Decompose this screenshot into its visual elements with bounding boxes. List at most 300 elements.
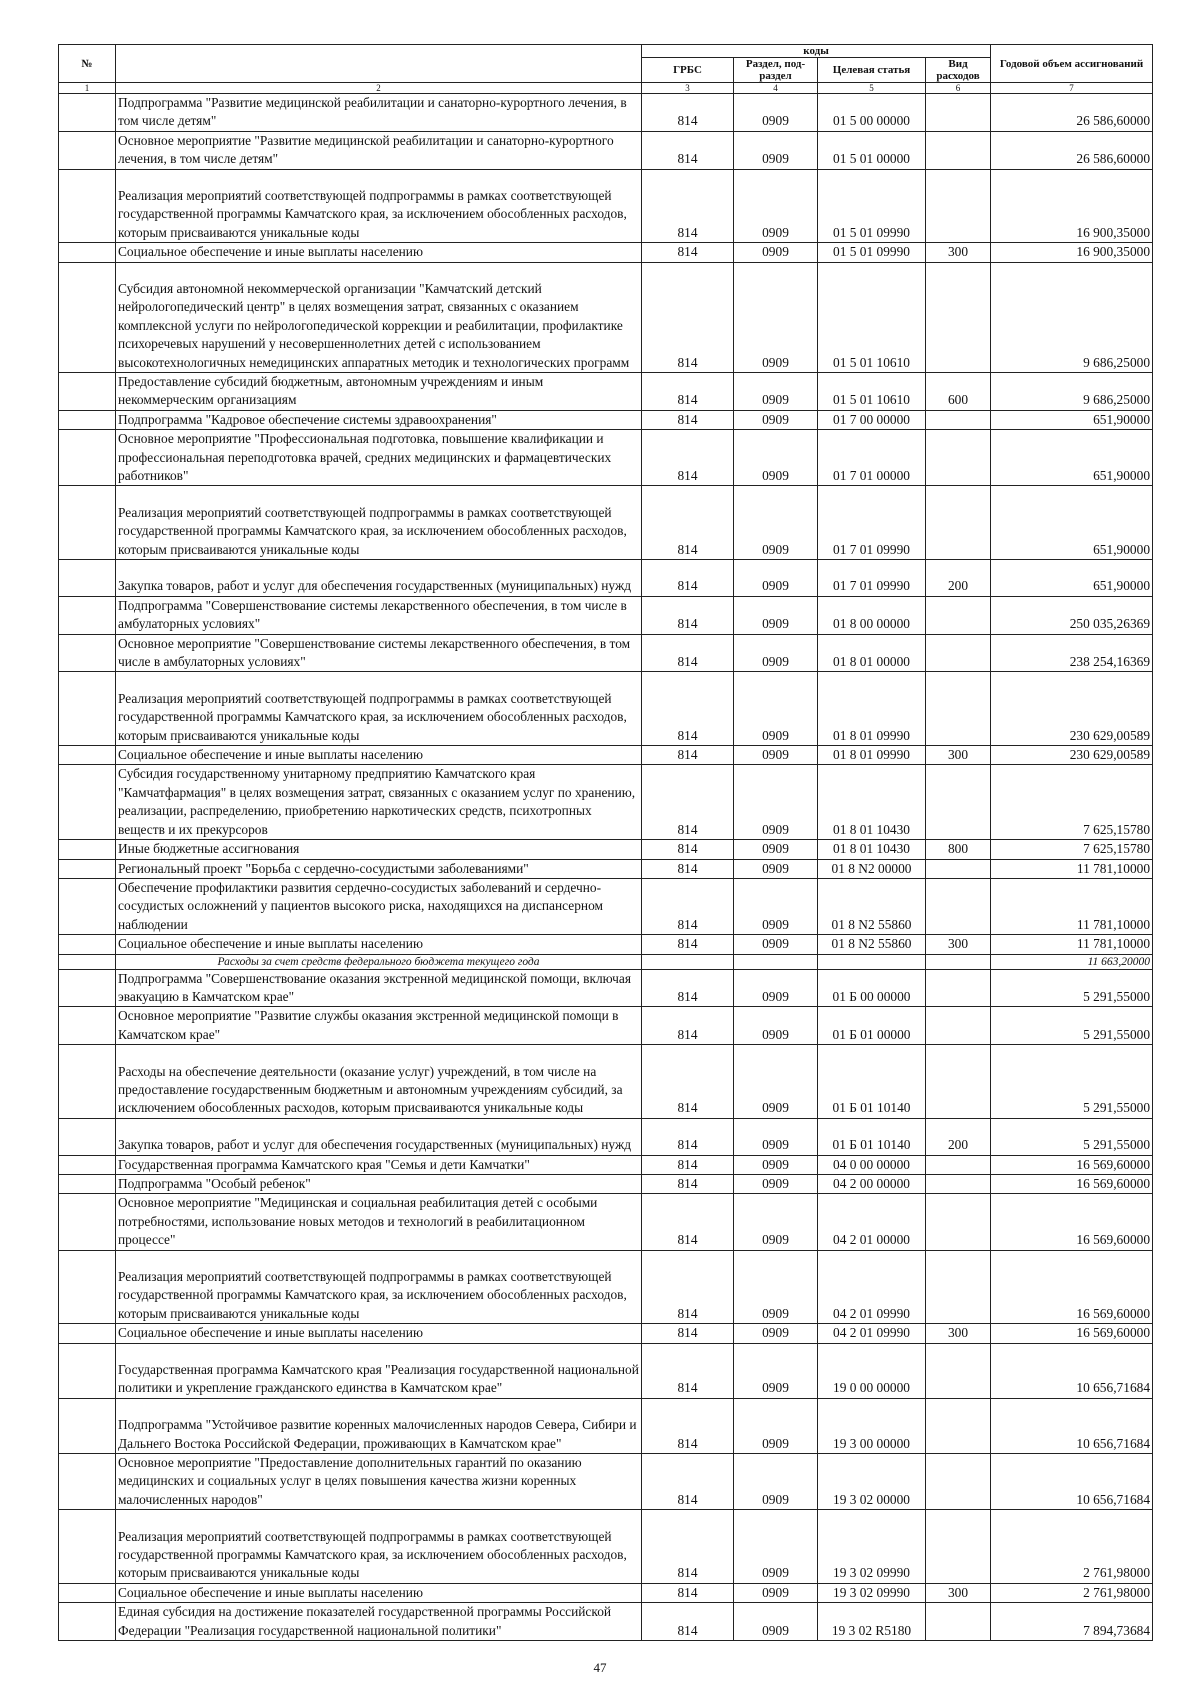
row-number-cell xyxy=(59,634,116,672)
section-cell: 0909 xyxy=(734,1343,818,1398)
grbs-cell: 814 xyxy=(642,262,734,372)
row-name-cell: Основное мероприятие "Профессиональная подготовка, повышение квалификации и профессиональная переподготовка врачей, средних медицинских и фармацевтических работников" xyxy=(116,430,642,486)
grbs-cell: 814 xyxy=(642,430,734,486)
target-article-cell: 01 5 00 00000 xyxy=(818,94,926,132)
amount-cell: 7 625,15780 xyxy=(991,765,1153,840)
section-cell: 0909 xyxy=(734,1324,818,1343)
row-name-cell: Субсидия государственному унитарному предприятию Камчатского края "Камчатфармация" в целях возмещения затрат, связанных с оказанием услуг по хранению, реализации, распределению, приобретению наркотических средств, психотропных веществ и их прекурсоров xyxy=(116,765,642,840)
amount-cell: 16 569,60000 xyxy=(991,1174,1153,1193)
target-article-cell: 01 7 01 00000 xyxy=(818,430,926,486)
expense-type-cell xyxy=(926,1398,991,1453)
grbs-cell: 814 xyxy=(642,596,734,634)
row-number-cell xyxy=(59,1343,116,1398)
table-row xyxy=(59,94,1153,132)
amount-cell: 26 586,60000 xyxy=(991,131,1153,169)
grbs-cell: 814 xyxy=(642,1174,734,1193)
row-name-cell: Основное мероприятие "Предоставление дополнительных гарантий по оказанию медицинских и социальных услуг в целях повышения качества жизни коренных малочисленных народов" xyxy=(116,1453,642,1509)
expense-type-cell xyxy=(926,1007,991,1045)
column-number: 5 xyxy=(818,83,926,94)
amount-cell: 2 761,98000 xyxy=(991,1583,1153,1602)
row-name-cell: Подпрограмма "Развитие медицинской реабилитации и санаторно-курортного лечения, в том числе детям" xyxy=(116,94,642,132)
row-number-cell xyxy=(59,1324,116,1343)
section-cell: 0909 xyxy=(734,410,818,429)
table-row xyxy=(59,935,1153,954)
row-number-cell xyxy=(59,560,116,597)
amount-cell: 651,90000 xyxy=(991,560,1153,597)
amount-cell: 9 686,25000 xyxy=(991,373,1153,411)
column-number: 7 xyxy=(991,83,1153,94)
table-body xyxy=(59,94,1153,1641)
row-name-cell: Реализация мероприятий соответствующей подпрограммы в рамках соответствующей государственной программы Камчатского края, за исключением обособленных расходов, которым присваиваются уникальные коды xyxy=(116,1250,642,1324)
table-row xyxy=(59,243,1153,262)
target-article-cell: 01 Б 01 10140 xyxy=(818,1045,926,1119)
section-cell: 0909 xyxy=(734,634,818,672)
row-name-cell: Социальное обеспечение и иные выплаты населению xyxy=(116,935,642,954)
section-cell: 0909 xyxy=(734,1007,818,1045)
row-number-cell xyxy=(59,1603,116,1641)
amount-cell: 16 900,35000 xyxy=(991,243,1153,262)
table-row xyxy=(59,1510,1153,1584)
table-row xyxy=(59,672,1153,746)
grbs-cell: 814 xyxy=(642,1510,734,1584)
target-article-cell: 01 Б 01 00000 xyxy=(818,1007,926,1045)
expense-type-cell xyxy=(926,596,991,634)
table-row xyxy=(59,373,1153,411)
col-header-section: Раздел, под-раздел xyxy=(734,58,818,83)
amount-cell: 230 629,00589 xyxy=(991,672,1153,746)
row-number-cell xyxy=(59,169,116,243)
row-name-cell: Реализация мероприятий соответствующей подпрограммы в рамках соответствующей государственной программы Камчатского края, за исключением обособленных расходов, которым присваиваются уникальные коды xyxy=(116,486,642,560)
section-cell: 0909 xyxy=(734,859,818,878)
table-row xyxy=(59,969,1153,1007)
grbs-cell: 814 xyxy=(642,672,734,746)
amount-cell: 16 569,60000 xyxy=(991,1194,1153,1250)
row-name-cell: Основное мероприятие "Развитие медицинской реабилитации и санаторно-курортного лечения, в том числе детям" xyxy=(116,131,642,169)
amount-cell: 16 569,60000 xyxy=(991,1155,1153,1174)
table-row xyxy=(59,634,1153,672)
target-article-cell: 01 8 01 09990 xyxy=(818,746,926,765)
expense-type-cell xyxy=(926,969,991,1007)
table-header xyxy=(59,45,1153,94)
budget-table xyxy=(58,44,1153,1641)
expense-type-cell xyxy=(926,1453,991,1509)
table-row xyxy=(59,596,1153,634)
target-article-cell: 01 7 01 09990 xyxy=(818,560,926,597)
grbs-cell: 814 xyxy=(642,859,734,878)
row-number-cell xyxy=(59,373,116,411)
expense-type-cell: 600 xyxy=(926,373,991,411)
amount-cell: 7 894,73684 xyxy=(991,1603,1153,1641)
expense-type-cell xyxy=(926,859,991,878)
target-article-cell: 01 Б 01 10140 xyxy=(818,1118,926,1155)
target-article-cell: 04 2 00 00000 xyxy=(818,1174,926,1193)
expense-type-cell xyxy=(926,1174,991,1193)
expense-type-cell xyxy=(926,878,991,934)
expense-type-cell xyxy=(926,1343,991,1398)
page-number: 47 xyxy=(593,1660,607,1675)
row-number-cell xyxy=(59,954,116,969)
amount-cell: 10 656,71684 xyxy=(991,1343,1153,1398)
row-name-cell: Обеспечение профилактики развития сердечно-сосудистых заболеваний и сердечно-сосудистых осложнений у пациентов высокого риска, находящихся на диспансерном наблюдении xyxy=(116,878,642,934)
column-number: 4 xyxy=(734,83,818,94)
row-number-cell xyxy=(59,94,116,132)
federal-funds-row xyxy=(59,954,1153,969)
expense-type-cell: 800 xyxy=(926,840,991,859)
section-cell: 0909 xyxy=(734,1045,818,1119)
table-row xyxy=(59,840,1153,859)
row-number-cell xyxy=(59,765,116,840)
section-cell: 0909 xyxy=(734,430,818,486)
target-article-cell: 01 8 01 10430 xyxy=(818,840,926,859)
expense-type-cell xyxy=(926,486,991,560)
target-article-cell: 01 8 01 00000 xyxy=(818,634,926,672)
amount-cell: 11 663,20000 xyxy=(991,954,1153,969)
row-name-cell: Основное мероприятие "Совершенствование системы лекарственного обеспечения, в том числе в амбулаторных условиях" xyxy=(116,634,642,672)
row-number-cell xyxy=(59,672,116,746)
table-row xyxy=(59,1250,1153,1324)
target-article-cell: 01 5 01 09990 xyxy=(818,243,926,262)
grbs-cell: 814 xyxy=(642,1453,734,1509)
target-article-cell: 19 3 02 R5180 xyxy=(818,1603,926,1641)
grbs-cell: 814 xyxy=(642,373,734,411)
section-cell xyxy=(734,954,818,969)
row-number-cell xyxy=(59,859,116,878)
col-header-exptype: Вид расходов xyxy=(926,58,991,83)
table-row xyxy=(59,430,1153,486)
row-name-cell: Социальное обеспечение и иные выплаты населению xyxy=(116,1583,642,1602)
row-name-cell: Основное мероприятие "Развитие службы оказания экстренной медицинской помощи в Камчатском крае" xyxy=(116,1007,642,1045)
target-article-cell: 01 8 01 09990 xyxy=(818,672,926,746)
row-number-cell xyxy=(59,935,116,954)
row-name-cell: Субсидия автономной некоммерческой организации "Камчатский детский нейрологопедический центр" в целях возмещения затрат, связанных с оказанием комплексной услуги по нейрологопедической коррекции и реабилитации, профилактике психоречевых нарушений у несовершеннолетних детей с использованием высокотехнологичных немедицинских аппаратных методик и технологических программ xyxy=(116,262,642,372)
target-article-cell: 19 3 02 00000 xyxy=(818,1453,926,1509)
section-cell: 0909 xyxy=(734,1194,818,1250)
row-number-cell xyxy=(59,1583,116,1602)
amount-cell: 651,90000 xyxy=(991,430,1153,486)
column-number: 6 xyxy=(926,83,991,94)
grbs-cell: 814 xyxy=(642,1343,734,1398)
section-cell: 0909 xyxy=(734,243,818,262)
row-name-cell: Иные бюджетные ассигнования xyxy=(116,840,642,859)
expense-type-cell: 300 xyxy=(926,935,991,954)
row-number-cell xyxy=(59,969,116,1007)
table-row xyxy=(59,1324,1153,1343)
row-name-cell: Единая субсидия на достижение показателей государственной программы Российской Федерации "Реализация государственной национальной политики" xyxy=(116,1603,642,1641)
row-name-cell: Предоставление субсидий бюджетным, автономным учреждениям и иным некоммерческим организациям xyxy=(116,373,642,411)
row-name-cell: Региональный проект "Борьба с сердечно-сосудистыми заболеваниями" xyxy=(116,859,642,878)
row-name-cell: Расходы на обеспечение деятельности (оказание услуг) учреждений, в том числе на предоставление государственным бюджетным и автономным учреждениям субсидий, за исключением обособленных расходов, которым присваиваются уникальные коды xyxy=(116,1045,642,1119)
amount-cell: 5 291,55000 xyxy=(991,1045,1153,1119)
section-cell: 0909 xyxy=(734,1603,818,1641)
target-article-cell: 19 3 02 09990 xyxy=(818,1510,926,1584)
row-number-cell xyxy=(59,262,116,372)
budget-sheet xyxy=(58,44,1152,1641)
table-row xyxy=(59,859,1153,878)
row-name-cell: Государственная программа Камчатского края "Реализация государственной национальной политики и укрепление гражданского единства в Камчатском крае" xyxy=(116,1343,642,1398)
expense-type-cell xyxy=(926,262,991,372)
target-article-cell: 01 8 00 00000 xyxy=(818,596,926,634)
row-name-cell: Расходы за счет средств федерального бюджета текущего года xyxy=(116,954,642,969)
expense-type-cell xyxy=(926,672,991,746)
col-header-grbs: ГРБС xyxy=(642,58,734,83)
expense-type-cell xyxy=(926,131,991,169)
expense-type-cell xyxy=(926,1250,991,1324)
expense-type-cell xyxy=(926,430,991,486)
section-cell: 0909 xyxy=(734,1174,818,1193)
row-number-cell xyxy=(59,1045,116,1119)
amount-cell: 16 569,60000 xyxy=(991,1324,1153,1343)
table-row xyxy=(59,1174,1153,1193)
section-cell: 0909 xyxy=(734,486,818,560)
amount-cell: 26 586,60000 xyxy=(991,94,1153,132)
section-cell: 0909 xyxy=(734,878,818,934)
amount-cell: 5 291,55000 xyxy=(991,1007,1153,1045)
target-article-cell: 19 3 02 09990 xyxy=(818,1583,926,1602)
target-article-cell: 01 7 01 09990 xyxy=(818,486,926,560)
row-number-cell xyxy=(59,486,116,560)
target-article-cell: 04 2 01 09990 xyxy=(818,1324,926,1343)
row-name-cell: Социальное обеспечение и иные выплаты населению xyxy=(116,1324,642,1343)
row-number-cell xyxy=(59,746,116,765)
table-row xyxy=(59,1118,1153,1155)
section-cell: 0909 xyxy=(734,1155,818,1174)
amount-cell: 5 291,55000 xyxy=(991,1118,1153,1155)
row-name-cell: Социальное обеспечение и иные выплаты населению xyxy=(116,243,642,262)
grbs-cell: 814 xyxy=(642,1118,734,1155)
section-cell: 0909 xyxy=(734,746,818,765)
section-cell: 0909 xyxy=(734,94,818,132)
section-cell: 0909 xyxy=(734,1453,818,1509)
col-header-codes: коды xyxy=(642,45,991,58)
expense-type-cell: 300 xyxy=(926,243,991,262)
table-row xyxy=(59,1155,1153,1174)
table-row xyxy=(59,765,1153,840)
grbs-cell: 814 xyxy=(642,1398,734,1453)
amount-cell: 11 781,10000 xyxy=(991,859,1153,878)
grbs-cell: 814 xyxy=(642,1583,734,1602)
target-article-cell: 01 5 01 10610 xyxy=(818,262,926,372)
expense-type-cell: 300 xyxy=(926,1583,991,1602)
expense-type-cell xyxy=(926,1045,991,1119)
grbs-cell: 814 xyxy=(642,1250,734,1324)
target-article-cell: 01 5 01 00000 xyxy=(818,131,926,169)
grbs-cell: 814 xyxy=(642,1045,734,1119)
row-name-cell: Реализация мероприятий соответствующей подпрограммы в рамках соответствующей государственной программы Камчатского края, за исключением обособленных расходов, которым присваиваются уникальные коды xyxy=(116,1510,642,1584)
section-cell: 0909 xyxy=(734,373,818,411)
amount-cell: 230 629,00589 xyxy=(991,746,1153,765)
section-cell: 0909 xyxy=(734,1118,818,1155)
grbs-cell: 814 xyxy=(642,1155,734,1174)
row-name-cell: Подпрограмма "Совершенствование системы лекарственного обеспечения, в том числе в амбулаторных условиях" xyxy=(116,596,642,634)
grbs-cell: 814 xyxy=(642,935,734,954)
table-row xyxy=(59,1045,1153,1119)
row-number-cell xyxy=(59,1510,116,1584)
target-article-cell: 19 3 00 00000 xyxy=(818,1398,926,1453)
grbs-cell: 814 xyxy=(642,746,734,765)
column-number: 2 xyxy=(116,83,642,94)
expense-type-cell xyxy=(926,1510,991,1584)
row-name-cell: Подпрограмма "Кадровое обеспечение системы здравоохранения" xyxy=(116,410,642,429)
row-name-cell: Подпрограмма "Совершенствование оказания экстренной медицинской помощи, включая эвакуацию в Камчатском крае" xyxy=(116,969,642,1007)
grbs-cell xyxy=(642,954,734,969)
amount-cell: 16 900,35000 xyxy=(991,169,1153,243)
expense-type-cell xyxy=(926,1603,991,1641)
grbs-cell: 814 xyxy=(642,765,734,840)
expense-type-cell xyxy=(926,410,991,429)
grbs-cell: 814 xyxy=(642,486,734,560)
amount-cell: 651,90000 xyxy=(991,410,1153,429)
section-cell: 0909 xyxy=(734,969,818,1007)
column-number-row xyxy=(59,83,1153,94)
grbs-cell: 814 xyxy=(642,1603,734,1641)
target-article-cell: 01 7 00 00000 xyxy=(818,410,926,429)
row-number-cell xyxy=(59,878,116,934)
table-row xyxy=(59,1398,1153,1453)
table-row xyxy=(59,169,1153,243)
section-cell: 0909 xyxy=(734,1583,818,1602)
target-article-cell: 01 Б 00 00000 xyxy=(818,969,926,1007)
amount-cell: 651,90000 xyxy=(991,486,1153,560)
row-number-cell xyxy=(59,243,116,262)
row-name-cell: Подпрограмма "Особый ребенок" xyxy=(116,1174,642,1193)
grbs-cell: 814 xyxy=(642,243,734,262)
section-cell: 0909 xyxy=(734,131,818,169)
row-name-cell: Реализация мероприятий соответствующей подпрограммы в рамках соответствующей государственной программы Камчатского края, за исключением обособленных расходов, которым присваиваются уникальные коды xyxy=(116,672,642,746)
column-number: 3 xyxy=(642,83,734,94)
expense-type-cell: 200 xyxy=(926,1118,991,1155)
grbs-cell: 814 xyxy=(642,1007,734,1045)
row-name-cell: Социальное обеспечение и иные выплаты населению xyxy=(116,746,642,765)
expense-type-cell: 200 xyxy=(926,560,991,597)
section-cell: 0909 xyxy=(734,1250,818,1324)
grbs-cell: 814 xyxy=(642,1194,734,1250)
grbs-cell: 814 xyxy=(642,840,734,859)
row-name-cell: Реализация мероприятий соответствующей подпрограммы в рамках соответствующей государственной программы Камчатского края, за исключением обособленных расходов, которым присваиваются уникальные коды xyxy=(116,169,642,243)
expense-type-cell xyxy=(926,169,991,243)
target-article-cell: 01 8 01 10430 xyxy=(818,765,926,840)
table-row xyxy=(59,560,1153,597)
grbs-cell: 814 xyxy=(642,131,734,169)
amount-cell: 11 781,10000 xyxy=(991,878,1153,934)
expense-type-cell xyxy=(926,1194,991,1250)
expense-type-cell xyxy=(926,634,991,672)
expense-type-cell xyxy=(926,1155,991,1174)
grbs-cell: 814 xyxy=(642,634,734,672)
amount-cell: 10 656,71684 xyxy=(991,1398,1153,1453)
section-cell: 0909 xyxy=(734,672,818,746)
target-article-cell: 04 0 00 00000 xyxy=(818,1155,926,1174)
section-cell: 0909 xyxy=(734,765,818,840)
section-cell: 0909 xyxy=(734,935,818,954)
table-row xyxy=(59,1583,1153,1602)
table-row xyxy=(59,131,1153,169)
table-row xyxy=(59,1603,1153,1641)
table-row xyxy=(59,878,1153,934)
row-number-cell xyxy=(59,1118,116,1155)
row-name-cell: Основное мероприятие "Медицинская и социальная реабилитация детей с особыми потребностями, использование новых методов и технологий в реабилитационном процессе" xyxy=(116,1194,642,1250)
grbs-cell: 814 xyxy=(642,94,734,132)
row-number-cell xyxy=(59,1194,116,1250)
row-name-cell: Подпрограмма "Устойчивое развитие коренных малочисленных народов Севера, Сибири и Дальнего Востока Российской Федерации, проживающих в Камчатском крае" xyxy=(116,1398,642,1453)
target-article-cell: 04 2 01 09990 xyxy=(818,1250,926,1324)
row-number-cell xyxy=(59,596,116,634)
section-cell: 0909 xyxy=(734,1398,818,1453)
table-row xyxy=(59,262,1153,372)
target-article-cell xyxy=(818,954,926,969)
row-number-cell xyxy=(59,430,116,486)
section-cell: 0909 xyxy=(734,169,818,243)
section-cell: 0909 xyxy=(734,1510,818,1584)
table-row xyxy=(59,1453,1153,1509)
amount-cell: 2 761,98000 xyxy=(991,1510,1153,1584)
target-article-cell: 01 8 N2 00000 xyxy=(818,859,926,878)
grbs-cell: 814 xyxy=(642,878,734,934)
row-number-cell xyxy=(59,410,116,429)
col-header-name xyxy=(116,45,642,83)
table-row xyxy=(59,486,1153,560)
section-cell: 0909 xyxy=(734,262,818,372)
target-article-cell: 01 5 01 09990 xyxy=(818,169,926,243)
target-article-cell: 01 5 01 10610 xyxy=(818,373,926,411)
grbs-cell: 814 xyxy=(642,1324,734,1343)
expense-type-cell xyxy=(926,954,991,969)
row-number-cell xyxy=(59,1007,116,1045)
amount-cell: 5 291,55000 xyxy=(991,969,1153,1007)
row-number-cell xyxy=(59,1174,116,1193)
column-number: 1 xyxy=(59,83,116,94)
target-article-cell: 04 2 01 00000 xyxy=(818,1194,926,1250)
amount-cell: 10 656,71684 xyxy=(991,1453,1153,1509)
amount-cell: 16 569,60000 xyxy=(991,1250,1153,1324)
amount-cell: 238 254,16369 xyxy=(991,634,1153,672)
col-header-amount: Годовой объем ассигнований xyxy=(991,45,1153,83)
amount-cell: 9 686,25000 xyxy=(991,262,1153,372)
col-header-num: № xyxy=(59,45,116,83)
section-cell: 0909 xyxy=(734,840,818,859)
table-row xyxy=(59,746,1153,765)
row-number-cell xyxy=(59,1398,116,1453)
row-number-cell xyxy=(59,131,116,169)
amount-cell: 11 781,10000 xyxy=(991,935,1153,954)
section-cell: 0909 xyxy=(734,560,818,597)
grbs-cell: 814 xyxy=(642,560,734,597)
grbs-cell: 814 xyxy=(642,169,734,243)
row-number-cell xyxy=(59,840,116,859)
row-name-cell: Государственная программа Камчатского края "Семья и дети Камчатки" xyxy=(116,1155,642,1174)
table-row xyxy=(59,1194,1153,1250)
row-number-cell xyxy=(59,1155,116,1174)
row-name-cell: Закупка товаров, работ и услуг для обеспечения государственных (муниципальных) нужд xyxy=(116,560,642,597)
row-number-cell xyxy=(59,1250,116,1324)
amount-cell: 7 625,15780 xyxy=(991,840,1153,859)
table-row xyxy=(59,1007,1153,1045)
row-number-cell xyxy=(59,1453,116,1509)
grbs-cell: 814 xyxy=(642,969,734,1007)
expense-type-cell: 300 xyxy=(926,746,991,765)
expense-type-cell xyxy=(926,94,991,132)
col-header-target: Целевая статья xyxy=(818,58,926,83)
target-article-cell: 01 8 N2 55860 xyxy=(818,935,926,954)
table-row xyxy=(59,410,1153,429)
row-name-cell: Закупка товаров, работ и услуг для обеспечения государственных (муниципальных) нужд xyxy=(116,1118,642,1155)
section-cell: 0909 xyxy=(734,596,818,634)
table-row xyxy=(59,1343,1153,1398)
target-article-cell: 01 8 N2 55860 xyxy=(818,878,926,934)
expense-type-cell: 300 xyxy=(926,1324,991,1343)
target-article-cell: 19 0 00 00000 xyxy=(818,1343,926,1398)
expense-type-cell xyxy=(926,765,991,840)
amount-cell: 250 035,26369 xyxy=(991,596,1153,634)
